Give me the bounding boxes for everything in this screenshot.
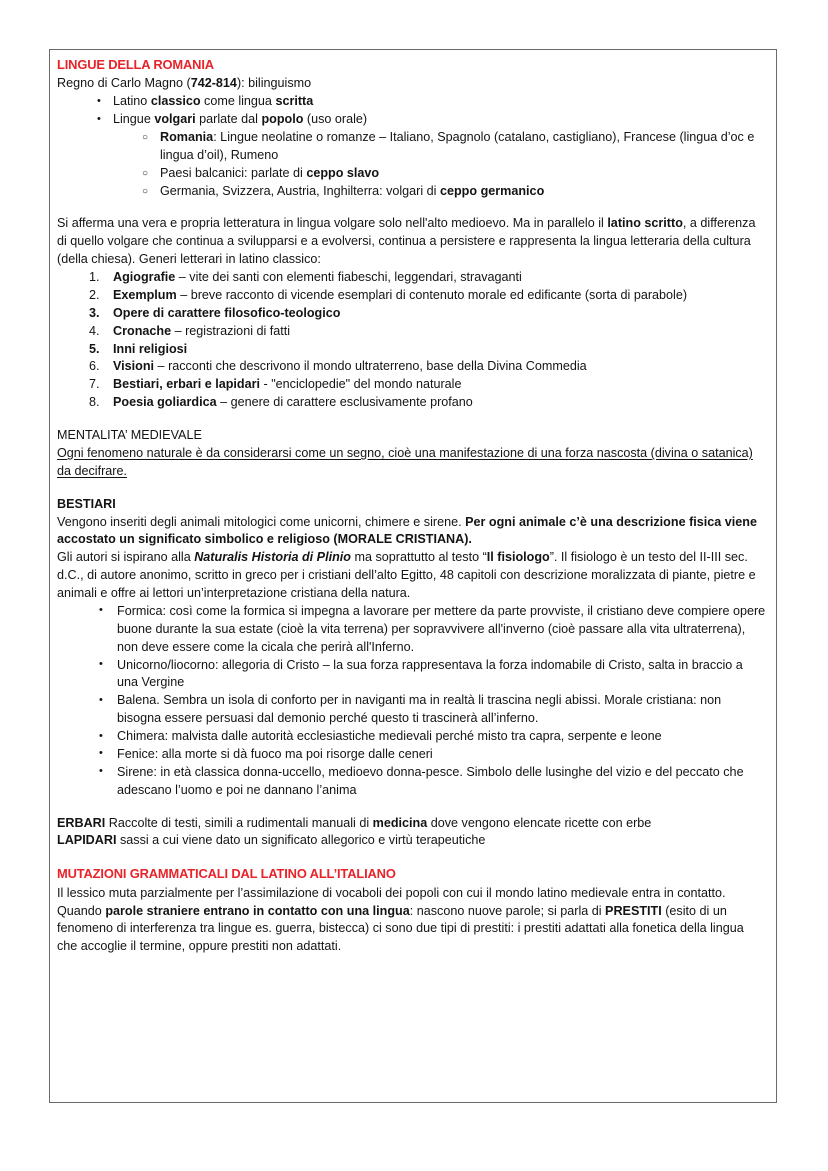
list-item bbox=[57, 183, 766, 201]
bullet-icon: • bbox=[99, 729, 103, 742]
animal-text-chimera: Chimera: malvista dalle autorità ecclesiastiche medievali perché misto tra capra, serpente e leone bbox=[117, 729, 662, 744]
text-run-bold: medicina bbox=[372, 815, 428, 830]
spacer bbox=[57, 412, 766, 427]
text-run: (esito di un fenomeno di interferenza tra lingue es. guerra, bistecca) ci sono due tipi di prestiti: i prestiti adattati alla fonetica della lingua che accoglie il termine, oppure prestiti non adattati. bbox=[57, 903, 744, 954]
list-number: 7. bbox=[89, 377, 100, 392]
text-run: – registrazioni di fatti bbox=[171, 323, 291, 338]
text-run-bold: PRESTITI bbox=[605, 903, 662, 918]
text-run: Lingue bbox=[113, 112, 155, 127]
paragraph-fenomeno-naturale: Ogni fenomeno naturale è da considerarsi come un segno, cioè una manifestazione di una forza nascosta (divina o satanica) da decifrare. bbox=[57, 445, 753, 478]
list-item bbox=[57, 692, 766, 728]
list-item-text bbox=[113, 270, 522, 284]
text-run-bold: classico bbox=[150, 94, 201, 109]
text-run-bold: ceppo slavo bbox=[306, 165, 380, 180]
animal-text-sirene: Sirene: in età classica donna-uccello, medioevo donna-pesce. Simbolo delle lusinghe del vizio e del peccato che adescano l’uomo e poi ne dannano l’anima bbox=[117, 764, 744, 797]
list-item-text bbox=[113, 288, 687, 302]
text-run: Vengono inseriti degli animali mitologici come unicorni, chimere e sirene. bbox=[57, 514, 466, 529]
text-run-bold: Agiografie bbox=[113, 270, 176, 285]
text-run: , a differenza di quello volgare che continua a svilupparsi e a evolversi, continua a persistere e rappresenta la lingua letteraria della cultura (della chiesa). Generi letterari in latino classico: bbox=[57, 216, 756, 267]
list-item bbox=[57, 93, 766, 111]
list-bilinguismo bbox=[57, 93, 766, 129]
text-run: dove vengono elencate ricette con erbe bbox=[427, 815, 652, 830]
paragraph-animali-mitologici bbox=[57, 514, 766, 550]
text-run: sassi a cui viene dato un significato allegorico e virtù terapeutiche bbox=[116, 833, 486, 848]
list-number: 8. bbox=[89, 395, 100, 410]
list-item bbox=[57, 764, 766, 800]
text-run: Il lessico muta parzialmente per l’assimilazione di vocaboli dei popoli con cui il mondo latino medievale entra in contatto. Quando bbox=[57, 885, 726, 918]
list-item bbox=[57, 287, 766, 305]
list-item bbox=[57, 746, 766, 764]
heading-bestiari: BESTIARI bbox=[57, 496, 116, 511]
section-generi-latino-classico bbox=[57, 215, 766, 412]
text-run-bold: Opere di carattere filosofico-teologico bbox=[113, 305, 341, 320]
intro-part-a: Regno di Carlo Magno ( bbox=[57, 76, 191, 91]
section-erbari-lapidari bbox=[57, 815, 766, 851]
bullet-text-volgari bbox=[113, 112, 367, 126]
text-run-bold: Bestiari, erbari e lapidari bbox=[113, 377, 260, 392]
list-item bbox=[57, 323, 766, 341]
list-item bbox=[57, 305, 766, 323]
list-generi-letterari bbox=[57, 269, 766, 412]
text-run: Latino bbox=[113, 94, 151, 109]
list-item-text bbox=[113, 342, 187, 356]
text-run-bold: Il fisiologo bbox=[486, 550, 550, 565]
document-frame bbox=[49, 49, 777, 1103]
text-run-bold: Poesia goliardica bbox=[113, 395, 217, 410]
list-number: 5. bbox=[89, 341, 100, 356]
text-run-bold: Romania bbox=[160, 129, 214, 144]
text-run: – genere di carattere esclusivamente profano bbox=[216, 395, 473, 410]
animal-text-fenice: Fenice: alla morte si dà fuoco ma poi risorge dalle ceneri bbox=[117, 746, 433, 761]
section-mentalita-medievale bbox=[57, 427, 766, 481]
paragraph-letteratura-volgare bbox=[57, 215, 766, 269]
heading-mutazioni-grammaticali: MUTAZIONI GRAMMATICALI DAL LATINO ALL’ITALIANO bbox=[57, 866, 396, 882]
list-item bbox=[57, 657, 766, 693]
text-run: Gli autori si ispirano alla bbox=[57, 550, 195, 565]
bullet-icon: • bbox=[99, 604, 103, 617]
list-item bbox=[57, 394, 766, 412]
list-item-text bbox=[113, 306, 340, 320]
list-item bbox=[57, 728, 766, 746]
text-run: : nascono nuove parole; si parla di bbox=[409, 903, 606, 918]
list-item-text bbox=[113, 324, 290, 338]
document-content bbox=[57, 56, 766, 956]
intro-part-c: ): bilinguismo bbox=[236, 76, 312, 91]
list-item bbox=[57, 358, 766, 376]
bullet-icon: • bbox=[99, 747, 103, 760]
list-number: 4. bbox=[89, 323, 100, 338]
list-animali-simbolici bbox=[57, 603, 766, 800]
list-item bbox=[57, 376, 766, 394]
text-run-bold: parole straniere entrano in contatto con una lingua bbox=[105, 903, 410, 918]
hollow-bullet-icon: ○ bbox=[142, 131, 149, 143]
text-run-bold: Visioni bbox=[113, 359, 155, 374]
section-bestiari bbox=[57, 496, 766, 800]
heading-mentalita-medievale: MENTALITA’ MEDIEVALE bbox=[57, 428, 202, 443]
text-run-bold: Per ogni animale c’è una descrizione fisica viene accostato un significato simbolico e religioso (MORALE CRISTIANA). bbox=[57, 514, 757, 547]
intro-years: 742-814 bbox=[190, 76, 237, 91]
spacer bbox=[57, 850, 766, 865]
text-run: : Lingue neolatine o romanze – Italiano, Spagnolo (catalano, castigliano), Francese (lingua d’oc e lingua d’oil), Rumeno bbox=[160, 129, 755, 162]
text-run: Germania, Svizzera, Austria, Inghilterra: volgari di bbox=[160, 183, 440, 198]
spacer bbox=[57, 481, 766, 496]
text-run-bold: scritta bbox=[275, 94, 314, 109]
section-lingue-della-romania bbox=[57, 56, 766, 200]
list-item bbox=[57, 269, 766, 287]
paragraph-prestiti bbox=[57, 885, 766, 957]
spacer bbox=[57, 800, 766, 815]
text-run: – breve racconto di vicende esemplari di contenuto morale ed edificante (sorta di parabole) bbox=[176, 287, 688, 302]
subbullet-text-balcanici bbox=[160, 166, 379, 180]
animal-text-balena: Balena. Sembra un isola di conforto per in naviganti ma in realtà li trascina negli abissi. Morale cristiana: non bisogna essere persuasi dal demonio perché questo ti trascinerà all’inferno. bbox=[117, 693, 722, 726]
subbullet-text-germanico bbox=[160, 184, 544, 198]
bullet-icon: • bbox=[99, 658, 103, 671]
paragraph-lapidari bbox=[57, 832, 766, 850]
text-run-bold: Inni religiosi bbox=[113, 341, 188, 356]
paragraph-fonti-fisiologo bbox=[57, 549, 766, 603]
spacer bbox=[57, 200, 766, 215]
list-item-text bbox=[113, 395, 473, 409]
text-run-bold: latino scritto bbox=[607, 216, 683, 231]
text-run-bold: ceppo germanico bbox=[439, 183, 545, 198]
list-number: 2. bbox=[89, 287, 100, 302]
bullet-icon: • bbox=[99, 693, 103, 706]
bullet-icon: • bbox=[97, 112, 101, 125]
list-number: 1. bbox=[89, 270, 100, 285]
list-item-text bbox=[113, 359, 587, 373]
text-run: – vite dei santi con elementi fiabeschi, leggendari, stravaganti bbox=[175, 270, 522, 285]
list-item bbox=[57, 129, 766, 165]
text-run: Paesi balcanici: parlate di bbox=[160, 165, 307, 180]
list-item bbox=[57, 165, 766, 183]
text-run: Raccolte di testi, simili a rudimentali manuali di bbox=[105, 815, 373, 830]
text-run: - "enciclopedie" del mondo naturale bbox=[260, 377, 462, 392]
list-number: 3. bbox=[89, 305, 100, 320]
list-item-text bbox=[113, 377, 461, 391]
list-item bbox=[57, 603, 766, 657]
label-lapidari: LAPIDARI bbox=[57, 833, 117, 848]
subbullet-text-romania bbox=[160, 130, 754, 162]
hollow-bullet-icon: ○ bbox=[142, 185, 149, 197]
text-run: – racconti che descrivono il mondo ultraterreno, base della Divina Commedia bbox=[154, 359, 587, 374]
text-run: parlate dal bbox=[195, 112, 262, 127]
hollow-bullet-icon: ○ bbox=[142, 167, 149, 179]
text-run: (uso orale) bbox=[303, 112, 368, 127]
intro-carlo-magno bbox=[57, 75, 766, 93]
text-run: come lingua bbox=[200, 94, 276, 109]
list-number: 6. bbox=[89, 359, 100, 374]
bullet-text-latino bbox=[113, 94, 313, 108]
text-run-bold-italic: Naturalis Historia di Plinio bbox=[194, 550, 351, 565]
bullet-icon: • bbox=[99, 765, 103, 778]
heading-lingue-della-romania: LINGUE DELLA ROMANIA bbox=[57, 57, 214, 72]
text-run: ”. Il fisiologo è un testo del II-III sec. d.C., di autore anonimo, scritto in greco per i cristiani dell’alto Egitto, 48 capitoli con descrizione moralizzata di piante, pietre e animali e offre ai lettori un’interpretazione cristiana della natura. bbox=[57, 550, 756, 601]
text-run: ma soprattutto al testo “ bbox=[350, 550, 487, 565]
paragraph-erbari bbox=[57, 815, 766, 833]
label-erbari: ERBARI bbox=[57, 815, 106, 830]
sublist-aree-linguistiche bbox=[57, 129, 766, 201]
section-mutazioni-grammaticali bbox=[57, 865, 766, 956]
text-run-bold: volgari bbox=[154, 112, 196, 127]
text-run-bold: popolo bbox=[261, 112, 304, 127]
list-item bbox=[57, 111, 766, 129]
animal-text-formica: Formica: così come la formica si impegna a lavorare per mettere da parte provviste, il cristiano deve compiere opere buone durante la sua estate (cioè la vita terrena) per sopravvivere all'inverno (cioè passare alla vita ultraterrena), non deve essere come la cicala che perirà all'Inferno. bbox=[117, 603, 766, 654]
bullet-icon: • bbox=[97, 94, 101, 107]
text-run: Si afferma una vera e propria letteratura in lingua volgare solo nell'alto medioevo. Ma in parallelo il bbox=[57, 216, 608, 231]
animal-text-unicorno: Unicorno/liocorno: allegoria di Cristo – la sua forza rappresentava la forza indomabile di Cristo, salta in braccio a una Vergine bbox=[117, 657, 743, 690]
text-run-bold: Exemplum bbox=[113, 287, 177, 302]
list-item bbox=[57, 341, 766, 359]
text-run-bold: Cronache bbox=[113, 323, 172, 338]
